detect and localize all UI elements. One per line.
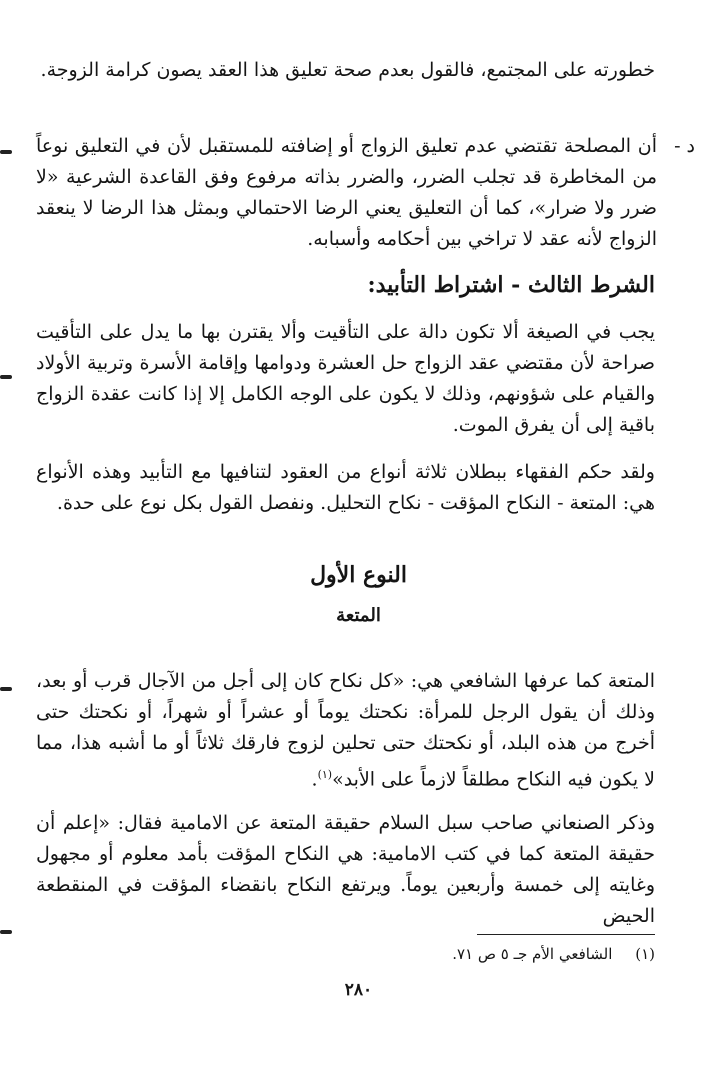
paragraph-body: ولقد حكم الفقهاء ببطلان ثلاثة أنواع من العقود لتنافيها مع التأبيد وهذه الأنواع هي: المتعة - النكاح المؤقت - نكاح التحليل. ونفصل القول بكل نوع على حدة. xyxy=(36,461,655,514)
paragraph-point-dal xyxy=(36,131,695,255)
definition-end: . xyxy=(311,768,318,791)
footnote-ref: (١) xyxy=(317,768,333,781)
footnote-number: (١) xyxy=(635,945,655,963)
footnote-divider xyxy=(477,934,655,935)
chapter-subheading: المتعة xyxy=(336,605,381,626)
margin-mark xyxy=(0,687,12,691)
paragraph-body: وذكر الصنعاني صاحب سبل السلام حقيقة المتعة عن الامامية فقال: «إعلم أن حقيقة المتعة كما في كتب الامامية: هي النكاح المؤقت بأمد معلوم أو مجهول وغايته إلى خمسة وأربعين يوماً. ويرتفع النكاح بانقضاء المؤقت في المنقطعة الحيض xyxy=(36,812,655,927)
margin-mark xyxy=(0,375,12,379)
paragraph-continuation: خطورته على المجتمع، فالقول بعدم صحة تعليق هذا العقد يصون كرامة الزوجة. xyxy=(40,59,655,81)
point-text: أن المصلحة تقتضي عدم تعليق الزواج أو إضافته للمستقبل لأن في التعليق نوعاً من المخاطرة قد تجلب الضرر، والضرر بذاته مرفوع وفق القاعدة الشرعية «لا ضرر ولا ضرار»، كما أن التعليق يعني الرضا الاحتمالي وبمثل هذا الرضا لا ينعقد الزواج لأنه عقد لا تراخي بين أحكامه وأسبابه. xyxy=(36,135,657,250)
margin-mark xyxy=(0,150,12,154)
chapter-heading: النوع الأول xyxy=(310,562,407,588)
footnote xyxy=(36,943,655,965)
paragraph-definition xyxy=(36,666,655,795)
definition-text: المتعة كما عرفها الشافعي هي: «كل نكاح كان إلى أجل من الآجال قرب أو بعد، وذلك أن يقول الرجل للمرأة: نكحتك يوماً أو عشراً أو شهراً، أو نكحتك حتى أخرج من هذه البلد، أو نكحتك حتى تحلين لزوج فارقك ثلاثاً أو ما أشبه هذا، مما لا يكون فيه النكاح مطلقاً لازماً على الأبد» xyxy=(36,670,655,791)
section-heading: الشرط الثالث - اشتراط التأبيد: xyxy=(367,272,655,298)
margin-mark xyxy=(0,930,12,934)
page-number: ٢٨٠ xyxy=(344,980,373,1000)
point-label: د - xyxy=(674,135,695,157)
footnote-text: الشافعي الأم جـ ٥ ص ٧١. xyxy=(452,945,613,963)
paragraph-body: يجب في الصيغة ألا تكون دالة على التأقيت وألا يقترن بها ما يدل على التأقيت صراحة لأن مقتضي عقد الزواج حل العشرة ودوامها وإقامة الأسرة وتربية الأولاد والقيام على شؤونهم، وذلك لا يكون على الوجه الكامل إلا إذا كانت عقدة الزواج باقية إلى أن يفرق الموت. xyxy=(36,321,655,436)
